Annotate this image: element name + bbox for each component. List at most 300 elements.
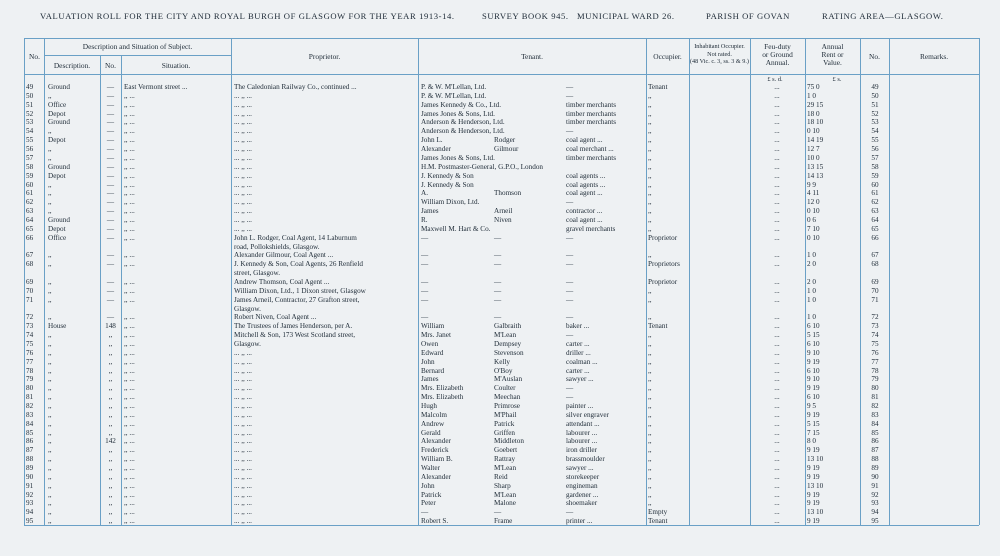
entry-number: 58	[26, 162, 34, 171]
col-header-occupier: Occupier.	[653, 52, 682, 61]
col-header-number: No.	[105, 61, 116, 70]
feu-duty-cell: ...	[774, 428, 780, 437]
street-number-cell: ,,	[108, 517, 113, 526]
description-cell: ,,	[48, 127, 52, 136]
description-cell: House	[48, 322, 67, 331]
feu-duty-cell: ...	[774, 260, 780, 269]
street-number-cell: —	[106, 215, 115, 224]
annual-rent-cell: 13 10	[807, 481, 824, 490]
proprietor-cell: ... ,, ...	[234, 375, 252, 384]
tenant-surname-cell: —	[494, 508, 502, 517]
entry-number: 66	[26, 233, 34, 242]
tenant-forename-cell: Alexander	[421, 437, 451, 446]
feu-duty-cell: ...	[774, 322, 780, 331]
description-cell: ,,	[48, 348, 52, 357]
annual-rent-cell: 9 19	[807, 357, 820, 366]
annual-rent-cell: 2 0	[807, 277, 816, 286]
entry-number: 70	[26, 286, 34, 295]
table-row	[0, 251, 1000, 260]
annual-rent-cell: 14 13	[807, 171, 824, 180]
tenant-surname-cell: —	[494, 286, 502, 295]
situation-cell: ,, ...	[124, 162, 135, 171]
entry-number-right: 75	[871, 339, 879, 348]
street-number-cell: ,,	[108, 490, 113, 499]
tenant-surname-cell: Sharp	[494, 481, 511, 490]
feu-duty-cell: ...	[774, 393, 780, 402]
proprietor-cell: ... ,, ...	[234, 118, 252, 127]
description-cell: Office	[48, 233, 67, 242]
occupier-cell: ,,	[648, 127, 652, 136]
street-number-cell: ,,	[108, 481, 113, 490]
annual-rent-cell: 75 0	[807, 83, 820, 91]
table-row	[0, 172, 1000, 181]
annual-rent-cell: 18 0	[807, 109, 820, 118]
situation-cell: ,, ...	[124, 136, 135, 145]
occupier-cell: ,,	[648, 136, 652, 145]
description-cell: ,,	[48, 384, 52, 393]
entry-number-right: 92	[871, 490, 879, 499]
occupier-cell: Tenant	[648, 517, 668, 526]
tenant-surname-cell: Meechan	[494, 393, 521, 402]
entry-number-right: 80	[871, 384, 879, 393]
entry-number: 61	[26, 189, 34, 198]
entry-number: 56	[26, 145, 34, 153]
street-number-cell: —	[106, 118, 115, 127]
tenant-trade-cell: gravel merchants	[566, 224, 616, 233]
tenant-trade-cell: —	[566, 83, 574, 91]
situation-cell: ,, ...	[124, 127, 135, 136]
proprietor-cell: Glasgow.	[234, 304, 261, 313]
feu-duty-cell: ...	[774, 517, 780, 526]
feu-duty-cell: ...	[774, 127, 780, 136]
tenant-trade-cell: sawyer ...	[566, 375, 594, 384]
description-cell: Office	[48, 100, 67, 109]
col-header-no: No.	[29, 52, 40, 61]
tenant-forename-cell: —	[421, 277, 429, 286]
situation-cell: ,, ...	[124, 91, 135, 100]
tenant-surname-cell: —	[494, 277, 502, 286]
description-cell: ,,	[48, 260, 52, 269]
description-cell: ,,	[48, 295, 52, 304]
street-number-cell: —	[106, 295, 115, 304]
annual-rent-cell: 0 10	[807, 233, 820, 242]
table-row	[0, 411, 1000, 420]
occupier-cell: ,,	[648, 215, 652, 224]
tenant-surname-cell: Rodger	[494, 136, 516, 145]
tenant-forename-cell: Anderson & Henderson, Ltd.	[421, 118, 505, 127]
entry-number: 77	[26, 357, 34, 366]
street-number-cell: ,,	[108, 472, 113, 481]
situation-cell: ,, ...	[124, 375, 135, 384]
occupier-cell: ,,	[648, 499, 652, 508]
annual-rent-cell: 8 0	[807, 437, 816, 446]
entry-number-right: 61	[871, 189, 879, 198]
proprietor-cell: ... ,, ...	[234, 472, 252, 481]
tenant-surname-cell: Rattray	[494, 455, 516, 464]
tenant-forename-cell: John	[421, 481, 435, 490]
situation-cell: ,, ...	[124, 402, 135, 410]
proprietor-cell: James Arneil, Contractor, 27 Grafton street,	[234, 295, 360, 304]
table-row	[0, 446, 1000, 455]
occupier-cell: Proprietors	[648, 260, 680, 269]
occupier-cell: ,,	[648, 393, 652, 402]
feu-duty-cell: ...	[774, 472, 780, 481]
table-row	[0, 269, 1000, 278]
tenant-surname-cell: —	[494, 233, 502, 242]
entry-number: 53	[26, 118, 34, 127]
tenant-trade-cell: sawyer ...	[566, 464, 594, 472]
annual-rent-cell: 6 10	[807, 393, 820, 402]
proprietor-cell: Mitchell & Son, 173 West Scotland street,	[234, 331, 356, 340]
annual-rent-cell: 6 10	[807, 366, 820, 375]
tenant-forename-cell: John	[421, 357, 435, 366]
annual-rent-cell: 0 10	[807, 207, 820, 215]
tenant-surname-cell: Gilmour	[494, 145, 519, 153]
annual-rent-cell: 12 7	[807, 145, 820, 153]
inhabitant-line-3: (48 Vic. c. 3, ss. 3 & 9.)	[690, 58, 749, 65]
tenant-trade-cell: timber merchants	[566, 109, 617, 118]
annual-rent-cell: 9 9	[807, 180, 816, 189]
tenant-trade-cell: printer ...	[566, 517, 593, 526]
description-cell: ,,	[48, 490, 52, 499]
description-cell: ,,	[48, 339, 52, 348]
entry-number-right: 57	[871, 153, 879, 162]
feu-duty-cell: ...	[774, 198, 780, 207]
table-row	[0, 331, 1000, 340]
description-cell: ,,	[48, 153, 52, 162]
tenant-forename-cell: —	[421, 260, 429, 269]
inhabitant-line-1: Inhabitant Occupier.	[694, 43, 745, 50]
street-number-cell: —	[106, 162, 115, 171]
table-row	[0, 145, 1000, 154]
feu-duty-cell: ...	[774, 410, 780, 419]
tenant-forename-cell: Patrick	[421, 490, 442, 499]
description-cell: ,,	[48, 180, 52, 189]
table-row	[0, 349, 1000, 358]
situation-cell: ,, ...	[124, 251, 135, 260]
tenant-forename-cell: Bernard	[421, 366, 445, 375]
entry-number-right: 85	[871, 428, 879, 437]
tenant-surname-cell: M'Lean	[494, 464, 517, 472]
occupier-cell: ,,	[648, 198, 652, 207]
tenant-forename-cell: James Jones & Sons, Ltd.	[421, 153, 495, 162]
annual-rent-cell: 12 0	[807, 198, 820, 207]
proprietor-cell: J. Kennedy & Son, Coal Agents, 26 Renfield	[234, 260, 363, 269]
parish: PARISH OF GOVAN	[706, 11, 790, 21]
rent-line-2: Rent or	[821, 50, 844, 59]
annual-rent-cell: 10 0	[807, 153, 820, 162]
entry-number: 84	[26, 419, 34, 428]
situation-cell: ,, ...	[124, 233, 135, 242]
tenant-forename-cell: Mrs. Elizabeth	[421, 393, 464, 402]
tenant-forename-cell: H.M. Postmaster-General, G.P.O., London	[421, 162, 544, 171]
tenant-surname-cell: Kelly	[494, 357, 510, 366]
street-number-cell: ,,	[108, 331, 113, 340]
annual-rent-cell: 14 19	[807, 136, 824, 145]
entry-number: 95	[26, 517, 34, 526]
situation-cell: ,, ...	[124, 472, 135, 481]
annual-rent-cell: 0 10	[807, 127, 820, 136]
annual-rent-cell: 13 10	[807, 508, 824, 517]
proprietor-cell: ... ,, ...	[234, 153, 252, 162]
proprietor-cell: ... ,, ...	[234, 357, 252, 366]
entry-number: 63	[26, 207, 34, 215]
entry-number-right: 66	[871, 233, 879, 242]
feu-duty-cell: ...	[774, 189, 780, 198]
tenant-trade-cell: —	[566, 251, 574, 260]
tenant-trade-cell: labourer ...	[566, 428, 598, 437]
tenant-trade-cell: —	[566, 295, 574, 304]
table-row	[0, 305, 1000, 314]
feu-duty-cell: ...	[774, 375, 780, 384]
entry-number: 50	[26, 91, 34, 100]
tenant-trade-cell: labourer ...	[566, 437, 598, 446]
entry-number: 72	[26, 313, 34, 322]
table-row	[0, 83, 1000, 92]
entry-number-right: 87	[871, 446, 879, 455]
entry-number: 74	[26, 331, 34, 340]
occupier-cell: ,,	[648, 410, 652, 419]
feu-duty-cell: ...	[774, 171, 780, 180]
tenant-surname-cell: —	[494, 295, 502, 304]
occupier-cell: ,,	[648, 357, 652, 366]
street-number-cell: ,,	[108, 384, 113, 393]
situation-cell: ,, ...	[124, 198, 135, 207]
tenant-surname-cell: M'Lean	[494, 490, 517, 499]
tenant-trade-cell: —	[566, 198, 574, 207]
occupier-cell: ,,	[648, 118, 652, 127]
tenant-surname-cell: Goebert	[494, 446, 518, 455]
feu-duty-cell: ...	[774, 455, 780, 464]
situation-cell: ,, ...	[124, 517, 135, 526]
feu-duty-cell: ...	[774, 251, 780, 260]
proprietor-cell: Glasgow.	[234, 339, 261, 348]
occupier-cell: ,,	[648, 472, 652, 481]
tenant-forename-cell: Anderson & Henderson, Ltd.	[421, 127, 505, 136]
entry-number-right: 53	[871, 118, 879, 127]
street-number-cell: —	[106, 127, 115, 136]
proprietor-cell: ... ,, ...	[234, 215, 252, 224]
annual-rent-cell: 9 19	[807, 464, 820, 472]
tenant-surname-cell: M'Phail	[494, 410, 517, 419]
occupier-cell: Proprietor	[648, 233, 678, 242]
entry-number: 81	[26, 393, 34, 402]
entry-number-right: 94	[871, 508, 879, 517]
street-number-cell: ,,	[108, 375, 113, 384]
street-number-cell: —	[106, 251, 115, 260]
proprietor-cell: ... ,, ...	[234, 393, 252, 402]
annual-rent-cell: 0 6	[807, 215, 816, 224]
tenant-trade-cell: timber merchants	[566, 118, 617, 127]
annual-rent-cell: 4 11	[807, 189, 820, 198]
table-row	[0, 402, 1000, 411]
table-row	[0, 473, 1000, 482]
tenant-forename-cell: Robert S.	[421, 517, 449, 526]
feu-duty-cell: ...	[774, 118, 780, 127]
tenant-trade-cell: —	[566, 384, 574, 393]
feu-duty-cell: ...	[774, 215, 780, 224]
table-row	[0, 101, 1000, 110]
description-cell: Depot	[48, 224, 66, 233]
tenant-surname-cell: —	[494, 251, 502, 260]
annual-rent-cell: 9 19	[807, 384, 820, 393]
entry-number: 79	[26, 375, 34, 384]
situation-cell: ,, ...	[124, 410, 135, 419]
tenant-surname-cell: Galbraith	[494, 322, 522, 331]
proprietor-cell: Andrew Thomson, Coal Agent ...	[234, 277, 330, 286]
description-cell: ,,	[48, 189, 52, 198]
tenant-forename-cell: William	[421, 322, 445, 331]
table-row	[0, 420, 1000, 429]
table-row	[0, 110, 1000, 119]
entry-number-right: 90	[871, 472, 879, 481]
entry-number-right: 62	[871, 198, 879, 207]
description-cell: ,,	[48, 508, 52, 517]
entry-number-right: 64	[871, 215, 879, 224]
table-row	[0, 375, 1000, 384]
proprietor-cell: Robert Niven, Coal Agent ...	[234, 313, 317, 322]
col-header-tenant: Tenant.	[521, 52, 543, 61]
entry-number-right: 51	[871, 100, 879, 109]
description-cell: ,,	[48, 331, 52, 340]
tenant-trade-cell: shoemaker	[566, 499, 598, 508]
tenant-surname-cell: Griffen	[494, 428, 516, 437]
entry-number-right: 79	[871, 375, 879, 384]
feu-duty-cell: ...	[774, 384, 780, 393]
description-cell: Ground	[48, 118, 70, 127]
proprietor-cell: ... ,, ...	[234, 508, 252, 517]
occupier-cell: ,,	[648, 464, 652, 472]
feu-duty-cell: ...	[774, 437, 780, 446]
situation-cell: ,, ...	[124, 277, 135, 286]
feu-duty-cell: ...	[774, 109, 780, 118]
table-row	[0, 367, 1000, 376]
table-row	[0, 296, 1000, 305]
tenant-trade-cell: coal agents ...	[566, 171, 606, 180]
street-number-cell: ,,	[108, 410, 113, 419]
tenant-forename-cell: Andrew	[421, 419, 445, 428]
tenant-surname-cell: Arneil	[494, 207, 513, 215]
occupier-cell: Empty	[648, 508, 668, 517]
annual-rent-cell: 9 19	[807, 517, 820, 526]
situation-cell: ,, ...	[124, 331, 135, 340]
table-row	[0, 499, 1000, 508]
entry-number: 55	[26, 136, 34, 145]
entry-number: 67	[26, 251, 34, 260]
tenant-forename-cell: A.	[421, 189, 428, 198]
street-number-cell: —	[106, 260, 115, 269]
street-number-cell: ,,	[108, 348, 113, 357]
entry-number: 75	[26, 339, 34, 348]
tenant-surname-cell: —	[494, 260, 502, 269]
description-cell: ,,	[48, 517, 52, 526]
entry-number: 87	[26, 446, 34, 455]
street-number-cell: —	[106, 153, 115, 162]
entry-number: 88	[26, 455, 34, 464]
entry-number: 85	[26, 428, 34, 437]
tenant-trade-cell: —	[566, 331, 574, 340]
table-row	[0, 260, 1000, 269]
feu-duty-cell: ...	[774, 162, 780, 171]
tenant-trade-cell: —	[566, 260, 574, 269]
table-row	[0, 127, 1000, 136]
entry-number: 83	[26, 410, 34, 419]
proprietor-cell: street, Glasgow.	[234, 269, 281, 278]
tenant-forename-cell: J. Kennedy & Son	[421, 180, 474, 189]
street-number-cell: ,,	[108, 402, 113, 410]
entry-number-right: 55	[871, 136, 879, 145]
tenant-forename-cell: Alexander	[421, 472, 451, 481]
proprietor-cell: ... ,, ...	[234, 402, 252, 410]
entry-number-right: 81	[871, 393, 879, 402]
occupier-cell: ,,	[648, 455, 652, 464]
table-row	[0, 287, 1000, 296]
entry-number: 91	[26, 481, 34, 490]
table-row	[0, 313, 1000, 322]
tenant-trade-cell: timber merchants	[566, 153, 617, 162]
entry-number-right: 78	[871, 366, 879, 375]
table-row	[0, 491, 1000, 500]
entry-number-right: 73	[871, 322, 879, 331]
proprietor-cell: The Trustees of James Henderson, per A.	[234, 322, 353, 331]
tenant-forename-cell: Malcolm	[421, 410, 447, 419]
feu-duty-cell: ...	[774, 339, 780, 348]
situation-cell: ,, ...	[124, 153, 135, 162]
description-cell: ,,	[48, 357, 52, 366]
table-row	[0, 508, 1000, 517]
situation-cell: ,, ...	[124, 508, 135, 517]
annual-rent-cell: 9 10	[807, 348, 820, 357]
feu-duty-cell: ...	[774, 286, 780, 295]
annual-rent-cell: 9 5	[807, 402, 816, 410]
proprietor-cell: The Caledonian Railway Co., continued ...	[234, 83, 357, 91]
tenant-surname-cell: Patrick	[494, 419, 515, 428]
feu-duty-cell: ...	[774, 331, 780, 340]
tenant-forename-cell: James	[421, 375, 439, 384]
table-row	[0, 136, 1000, 145]
col-header-situation: Situation.	[161, 61, 191, 70]
tenant-forename-cell: William B.	[421, 455, 453, 464]
table-row	[0, 181, 1000, 190]
table-row	[0, 358, 1000, 367]
tenant-forename-cell: William Dixon, Ltd.	[421, 198, 480, 207]
occupier-cell: ,,	[648, 402, 652, 410]
proprietor-cell: ... ,, ...	[234, 517, 252, 526]
entry-number-right: 67	[871, 251, 879, 260]
table-row	[0, 163, 1000, 172]
situation-cell: ,, ...	[124, 357, 135, 366]
situation-cell: ,, ...	[124, 464, 135, 472]
description-cell: ,,	[48, 402, 52, 410]
description-cell: ,,	[48, 410, 52, 419]
proprietor-cell: ... ,, ...	[234, 198, 252, 207]
col-header-no-right: No.	[869, 52, 880, 61]
situation-cell: ,, ...	[124, 455, 135, 464]
situation-cell: ,, ...	[124, 339, 135, 348]
street-number-cell: 148	[105, 322, 116, 331]
annual-rent-cell: 5 15	[807, 331, 820, 340]
entry-number: 60	[26, 180, 34, 189]
annual-rent-cell: 9 19	[807, 446, 820, 455]
proprietor-cell: ... ,, ...	[234, 437, 252, 446]
tenant-surname-cell: Malone	[494, 499, 516, 508]
feu-line-2: or Ground	[762, 50, 793, 59]
annual-rent-cell: 29 15	[807, 100, 824, 109]
entry-number-right: 83	[871, 410, 879, 419]
proprietor-cell: ... ,, ...	[234, 171, 252, 180]
situation-cell: ,, ...	[124, 215, 135, 224]
occupier-cell: ,,	[648, 224, 652, 233]
